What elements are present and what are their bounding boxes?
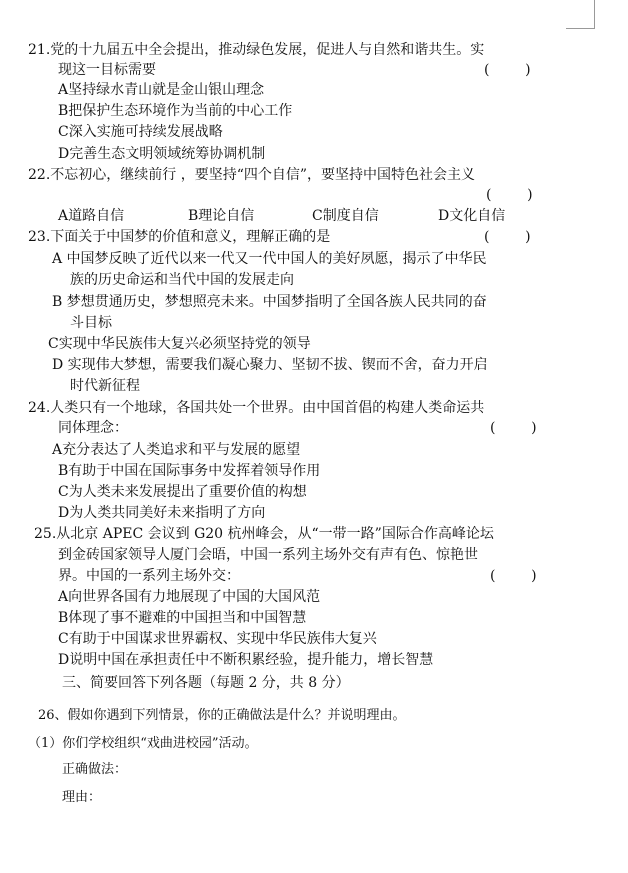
- q24-answer-paren: ( ): [490, 420, 537, 436]
- q25-option-d: D说明中国在承担责任中不断积累经验，提升能力，增长智慧: [58, 652, 434, 668]
- q25-answer-paren: ( ): [490, 568, 537, 584]
- q22-option-d: D文化自信: [438, 208, 506, 224]
- q21-option-d: D完善生态文明领域统筹协调机制: [58, 146, 266, 162]
- q22-option-c: C制度自信: [312, 208, 379, 224]
- q23-option-a-line1: A 中国梦反映了近代以来一代又一代中国人的美好夙愿，揭示了中华民: [52, 251, 487, 267]
- q22-answer-paren: ( ): [486, 187, 533, 203]
- q25-option-a: A向世界各国有力地展现了中国的大国风范: [58, 589, 321, 605]
- section3-heading: 三、简要回答下列各题（每题 2 分，共 8 分）: [62, 675, 350, 691]
- q22-option-a: A道路自信: [58, 208, 125, 224]
- q22-stem-line1: 22.不忘初心，继续前行 ，要坚持“四个自信”，要坚持中国特色社会主义: [28, 167, 476, 183]
- q24-option-c: C为人类未来发展提出了重要价值的构想: [58, 484, 307, 500]
- q23-answer-paren: ( ): [484, 229, 531, 245]
- q26-correct-label: 正确做法：: [62, 762, 128, 777]
- q24-option-d: D为人类共同美好未来指明了方向: [58, 505, 266, 521]
- q25-stem-line2: 到金砖国家领导人厦门会晤，中国一系列主场外交有声有色、惊艳世: [58, 547, 478, 563]
- q25-stem-line1: 25.从北京 APEC 会议到 G20 杭州峰会，从“一带一路”国际合作高峰论坛: [34, 526, 494, 542]
- q23-option-d-line1: D 实现伟大梦想，需要我们凝心聚力、坚韧不拔、锲而不舍，奋力开启: [52, 357, 488, 373]
- q25-option-c: C有助于中国谋求世界霸权、实现中华民族伟大复兴: [58, 631, 377, 647]
- q21-option-c: C深入实施可持续发展战略: [58, 124, 223, 140]
- q26-sub1: （1）你们学校组织“戏曲进校园”活动。: [28, 736, 258, 751]
- q26-reason-label: 理由：: [62, 790, 102, 805]
- q21-option-a: A坚持绿水青山就是金山银山理念: [58, 82, 265, 98]
- q23-option-d-line2: 时代新征程: [70, 378, 140, 394]
- q21-answer-paren: ( ): [484, 62, 531, 78]
- q22-option-b: B理论自信: [188, 208, 255, 224]
- page-corner-mark: [566, 0, 595, 29]
- q23-option-c: C实现中华民族伟大复兴必须坚持党的领导: [48, 336, 311, 352]
- q21-option-b: B把保护生态环境作为当前的中心工作: [58, 103, 293, 119]
- q21-stem-line1: 21.党的十九届五中全会提出，推动绿色发展，促进人与自然和谐共生。实: [28, 42, 485, 58]
- q25-stem-line3: 界。中国的一系列主场外交：: [58, 568, 240, 584]
- q26-stem: 26、假如你遇到下列情景，你的正确做法是什么？并说明理由。: [38, 708, 406, 723]
- q23-stem: 23.下面关于中国梦的价值和意义，理解正确的是: [28, 229, 331, 245]
- q21-stem-line2: 现这一目标需要: [58, 62, 156, 78]
- q24-option-b: B有助于中国在国际事务中发挥着领导作用: [58, 463, 321, 479]
- q25-option-b: B体现了事不避难的中国担当和中国智慧: [58, 610, 307, 626]
- q23-option-b-line1: B 梦想贯通历史，梦想照亮未来。中国梦指明了全国各族人民共同的奋: [52, 294, 487, 310]
- q24-stem-line1: 24.人类只有一个地球，各国共处一个世界。由中国首倡的构建人类命运共: [28, 400, 485, 416]
- q23-option-a-line2: 族的历史命运和当代中国的发展走向: [70, 272, 294, 288]
- q24-option-a: A充分表达了人类追求和平与发展的愿望: [52, 442, 301, 458]
- q24-stem-line2: 同体理念：: [58, 420, 128, 436]
- q23-option-b-line2: 斗目标: [70, 315, 112, 331]
